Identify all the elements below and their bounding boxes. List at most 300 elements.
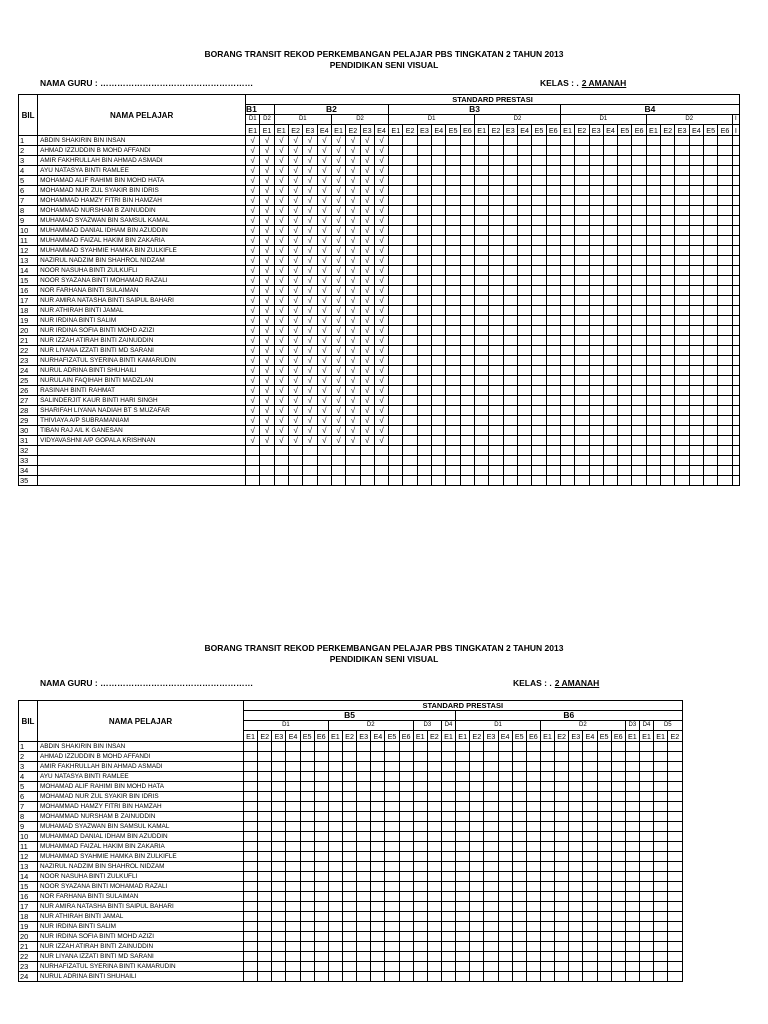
score-cell[interactable] — [399, 812, 413, 822]
score-cell[interactable] — [532, 456, 546, 466]
score-cell[interactable] — [446, 396, 460, 406]
score-cell[interactable] — [704, 336, 718, 346]
score-cell[interactable] — [314, 822, 328, 832]
score-cell[interactable] — [618, 216, 632, 226]
score-cell[interactable] — [589, 206, 603, 216]
score-cell[interactable] — [646, 416, 660, 426]
score-cell[interactable] — [597, 752, 611, 762]
score-cell[interactable] — [517, 416, 531, 426]
score-cell[interactable] — [244, 822, 258, 832]
score-cell[interactable] — [603, 406, 617, 416]
score-cell[interactable] — [625, 842, 639, 852]
score-cell[interactable] — [532, 286, 546, 296]
score-cell[interactable] — [385, 972, 399, 982]
score-cell[interactable] — [569, 912, 583, 922]
tick-mark[interactable]: √ — [246, 226, 260, 236]
score-cell[interactable] — [441, 952, 455, 962]
score-cell[interactable] — [512, 802, 526, 812]
score-cell[interactable] — [639, 782, 653, 792]
score-cell[interactable] — [417, 336, 431, 346]
score-cell[interactable] — [618, 446, 632, 456]
score-cell[interactable] — [517, 186, 531, 196]
score-cell[interactable] — [675, 156, 689, 166]
score-cell[interactable] — [371, 772, 385, 782]
score-cell[interactable] — [546, 456, 560, 466]
tick-mark[interactable]: √ — [288, 276, 302, 286]
score-cell[interactable] — [300, 882, 314, 892]
score-cell[interactable] — [357, 892, 371, 902]
score-cell[interactable] — [389, 146, 403, 156]
score-cell[interactable] — [704, 446, 718, 456]
score-cell[interactable] — [575, 196, 589, 206]
score-cell[interactable] — [399, 852, 413, 862]
score-cell[interactable] — [517, 156, 531, 166]
tick-mark[interactable]: √ — [260, 366, 274, 376]
score-cell[interactable] — [654, 792, 668, 802]
tick-mark[interactable]: √ — [246, 256, 260, 266]
score-cell[interactable] — [639, 742, 653, 752]
tick-mark[interactable]: √ — [317, 236, 331, 246]
tick-mark[interactable]: √ — [346, 286, 360, 296]
score-cell[interactable] — [328, 892, 342, 902]
score-cell[interactable] — [732, 236, 739, 246]
score-cell[interactable] — [314, 782, 328, 792]
score-cell[interactable] — [625, 932, 639, 942]
score-cell[interactable] — [526, 952, 540, 962]
score-cell[interactable] — [286, 812, 300, 822]
score-cell[interactable] — [661, 156, 675, 166]
tick-mark[interactable]: √ — [346, 416, 360, 426]
score-cell[interactable] — [546, 296, 560, 306]
score-cell[interactable] — [503, 246, 517, 256]
score-cell[interactable] — [654, 902, 668, 912]
score-cell[interactable] — [272, 912, 286, 922]
score-cell[interactable] — [346, 456, 360, 466]
score-cell[interactable] — [597, 802, 611, 812]
score-cell[interactable] — [258, 782, 272, 792]
tick-mark[interactable]: √ — [246, 166, 260, 176]
tick-mark[interactable]: √ — [260, 226, 274, 236]
tick-mark[interactable]: √ — [331, 376, 345, 386]
tick-mark[interactable]: √ — [317, 426, 331, 436]
score-cell[interactable] — [540, 972, 554, 982]
score-cell[interactable] — [460, 236, 474, 246]
score-cell[interactable] — [583, 922, 597, 932]
score-cell[interactable] — [611, 852, 625, 862]
tick-mark[interactable]: √ — [360, 366, 374, 376]
score-cell[interactable] — [427, 832, 441, 842]
score-cell[interactable] — [417, 436, 431, 446]
score-cell[interactable] — [718, 386, 732, 396]
tick-mark[interactable]: √ — [374, 346, 388, 356]
score-cell[interactable] — [244, 742, 258, 752]
score-cell[interactable] — [668, 872, 682, 882]
score-cell[interactable] — [470, 862, 484, 872]
score-cell[interactable] — [371, 872, 385, 882]
score-cell[interactable] — [555, 782, 569, 792]
score-cell[interactable] — [675, 376, 689, 386]
tick-mark[interactable]: √ — [346, 196, 360, 206]
score-cell[interactable] — [668, 822, 682, 832]
score-cell[interactable] — [532, 246, 546, 256]
score-cell[interactable] — [532, 436, 546, 446]
score-cell[interactable] — [555, 822, 569, 832]
score-cell[interactable] — [371, 962, 385, 972]
score-cell[interactable] — [258, 932, 272, 942]
tick-mark[interactable]: √ — [374, 316, 388, 326]
score-cell[interactable] — [675, 316, 689, 326]
score-cell[interactable] — [611, 912, 625, 922]
tick-mark[interactable]: √ — [303, 436, 317, 446]
score-cell[interactable] — [732, 156, 739, 166]
tick-mark[interactable]: √ — [331, 156, 345, 166]
score-cell[interactable] — [503, 336, 517, 346]
score-cell[interactable] — [417, 306, 431, 316]
tick-mark[interactable]: √ — [331, 416, 345, 426]
tick-mark[interactable]: √ — [260, 156, 274, 166]
score-cell[interactable] — [489, 206, 503, 216]
score-cell[interactable] — [526, 772, 540, 782]
score-cell[interactable] — [417, 366, 431, 376]
score-cell[interactable] — [546, 276, 560, 286]
score-cell[interactable] — [618, 476, 632, 486]
score-cell[interactable] — [618, 436, 632, 446]
score-cell[interactable] — [328, 932, 342, 942]
tick-mark[interactable]: √ — [360, 316, 374, 326]
score-cell[interactable] — [489, 286, 503, 296]
score-cell[interactable] — [403, 226, 417, 236]
score-cell[interactable] — [399, 752, 413, 762]
score-cell[interactable] — [675, 146, 689, 156]
score-cell[interactable] — [371, 842, 385, 852]
score-cell[interactable] — [389, 246, 403, 256]
tick-mark[interactable]: √ — [360, 206, 374, 216]
tick-mark[interactable]: √ — [374, 226, 388, 236]
score-cell[interactable] — [560, 216, 574, 226]
score-cell[interactable] — [286, 952, 300, 962]
score-cell[interactable] — [532, 216, 546, 226]
tick-mark[interactable]: √ — [246, 396, 260, 406]
score-cell[interactable] — [675, 196, 689, 206]
tick-mark[interactable]: √ — [303, 246, 317, 256]
score-cell[interactable] — [432, 356, 446, 366]
score-cell[interactable] — [517, 386, 531, 396]
tick-mark[interactable]: √ — [274, 326, 288, 336]
score-cell[interactable] — [718, 226, 732, 236]
score-cell[interactable] — [286, 972, 300, 982]
score-cell[interactable] — [575, 366, 589, 376]
score-cell[interactable] — [403, 336, 417, 346]
tick-mark[interactable]: √ — [274, 236, 288, 246]
score-cell[interactable] — [646, 286, 660, 296]
score-cell[interactable] — [417, 216, 431, 226]
score-cell[interactable] — [389, 166, 403, 176]
score-cell[interactable] — [603, 216, 617, 226]
score-cell[interactable] — [512, 942, 526, 952]
score-cell[interactable] — [646, 316, 660, 326]
score-cell[interactable] — [526, 942, 540, 952]
score-cell[interactable] — [258, 802, 272, 812]
score-cell[interactable] — [689, 436, 703, 446]
score-cell[interactable] — [597, 972, 611, 982]
score-cell[interactable] — [668, 772, 682, 782]
score-cell[interactable] — [314, 852, 328, 862]
score-cell[interactable] — [385, 942, 399, 952]
score-cell[interactable] — [532, 296, 546, 306]
score-cell[interactable] — [569, 972, 583, 982]
score-cell[interactable] — [646, 436, 660, 446]
score-cell[interactable] — [371, 942, 385, 952]
tick-mark[interactable]: √ — [288, 246, 302, 256]
score-cell[interactable] — [328, 962, 342, 972]
score-cell[interactable] — [489, 186, 503, 196]
score-cell[interactable] — [618, 286, 632, 296]
score-cell[interactable] — [654, 932, 668, 942]
score-cell[interactable] — [675, 326, 689, 336]
score-cell[interactable] — [475, 446, 489, 456]
score-cell[interactable] — [689, 206, 703, 216]
score-cell[interactable] — [399, 802, 413, 812]
score-cell[interactable] — [475, 176, 489, 186]
score-cell[interactable] — [668, 892, 682, 902]
score-cell[interactable] — [611, 772, 625, 782]
score-cell[interactable] — [632, 156, 646, 166]
score-cell[interactable] — [611, 892, 625, 902]
score-cell[interactable] — [441, 752, 455, 762]
score-cell[interactable] — [639, 852, 653, 862]
score-cell[interactable] — [427, 842, 441, 852]
score-cell[interactable] — [489, 436, 503, 446]
score-cell[interactable] — [357, 832, 371, 842]
score-cell[interactable] — [675, 276, 689, 286]
score-cell[interactable] — [646, 476, 660, 486]
score-cell[interactable] — [498, 912, 512, 922]
score-cell[interactable] — [456, 892, 470, 902]
score-cell[interactable] — [526, 862, 540, 872]
score-cell[interactable] — [258, 892, 272, 902]
score-cell[interactable] — [732, 436, 739, 446]
score-cell[interactable] — [417, 346, 431, 356]
score-cell[interactable] — [389, 256, 403, 266]
score-cell[interactable] — [517, 226, 531, 236]
score-cell[interactable] — [389, 436, 403, 446]
score-cell[interactable] — [632, 176, 646, 186]
score-cell[interactable] — [675, 436, 689, 446]
score-cell[interactable] — [357, 882, 371, 892]
tick-mark[interactable]: √ — [346, 316, 360, 326]
tick-mark[interactable]: √ — [274, 426, 288, 436]
score-cell[interactable] — [489, 466, 503, 476]
score-cell[interactable] — [540, 952, 554, 962]
score-cell[interactable] — [654, 942, 668, 952]
tick-mark[interactable]: √ — [346, 396, 360, 406]
score-cell[interactable] — [446, 146, 460, 156]
score-cell[interactable] — [517, 236, 531, 246]
score-cell[interactable] — [432, 256, 446, 266]
score-cell[interactable] — [618, 316, 632, 326]
score-cell[interactable] — [575, 476, 589, 486]
score-cell[interactable] — [389, 466, 403, 476]
score-cell[interactable] — [704, 146, 718, 156]
score-cell[interactable] — [639, 862, 653, 872]
score-cell[interactable] — [357, 752, 371, 762]
score-cell[interactable] — [661, 416, 675, 426]
score-cell[interactable] — [603, 196, 617, 206]
score-cell[interactable] — [446, 356, 460, 366]
score-cell[interactable] — [489, 156, 503, 166]
score-cell[interactable] — [526, 752, 540, 762]
score-cell[interactable] — [532, 466, 546, 476]
score-cell[interactable] — [704, 466, 718, 476]
score-cell[interactable] — [244, 892, 258, 902]
score-cell[interactable] — [456, 852, 470, 862]
tick-mark[interactable]: √ — [346, 346, 360, 356]
score-cell[interactable] — [555, 922, 569, 932]
score-cell[interactable] — [704, 386, 718, 396]
score-cell[interactable] — [484, 802, 498, 812]
score-cell[interactable] — [668, 812, 682, 822]
score-cell[interactable] — [432, 326, 446, 336]
score-cell[interactable] — [540, 882, 554, 892]
score-cell[interactable] — [668, 782, 682, 792]
score-cell[interactable] — [603, 246, 617, 256]
score-cell[interactable] — [244, 782, 258, 792]
score-cell[interactable] — [417, 356, 431, 366]
score-cell[interactable] — [460, 346, 474, 356]
tick-mark[interactable]: √ — [317, 396, 331, 406]
score-cell[interactable] — [489, 306, 503, 316]
score-cell[interactable] — [704, 306, 718, 316]
tick-mark[interactable]: √ — [260, 246, 274, 256]
score-cell[interactable] — [417, 286, 431, 296]
score-cell[interactable] — [503, 346, 517, 356]
score-cell[interactable] — [668, 882, 682, 892]
score-cell[interactable] — [385, 742, 399, 752]
score-cell[interactable] — [603, 156, 617, 166]
score-cell[interactable] — [575, 216, 589, 226]
score-cell[interactable] — [555, 942, 569, 952]
score-cell[interactable] — [718, 146, 732, 156]
score-cell[interactable] — [632, 236, 646, 246]
score-cell[interactable] — [385, 892, 399, 902]
score-cell[interactable] — [403, 386, 417, 396]
tick-mark[interactable]: √ — [288, 226, 302, 236]
score-cell[interactable] — [575, 376, 589, 386]
score-cell[interactable] — [675, 406, 689, 416]
score-cell[interactable] — [389, 276, 403, 286]
score-cell[interactable] — [484, 892, 498, 902]
score-cell[interactable] — [314, 842, 328, 852]
score-cell[interactable] — [597, 742, 611, 752]
score-cell[interactable] — [517, 146, 531, 156]
score-cell[interactable] — [540, 942, 554, 952]
score-cell[interactable] — [597, 882, 611, 892]
score-cell[interactable] — [555, 902, 569, 912]
score-cell[interactable] — [718, 306, 732, 316]
score-cell[interactable] — [300, 852, 314, 862]
score-cell[interactable] — [517, 356, 531, 366]
score-cell[interactable] — [646, 326, 660, 336]
score-cell[interactable] — [575, 286, 589, 296]
score-cell[interactable] — [546, 346, 560, 356]
score-cell[interactable] — [625, 752, 639, 762]
score-cell[interactable] — [272, 802, 286, 812]
score-cell[interactable] — [512, 962, 526, 972]
tick-mark[interactable]: √ — [288, 136, 302, 146]
score-cell[interactable] — [569, 932, 583, 942]
score-cell[interactable] — [286, 822, 300, 832]
score-cell[interactable] — [611, 942, 625, 952]
score-cell[interactable] — [484, 882, 498, 892]
score-cell[interactable] — [314, 742, 328, 752]
score-cell[interactable] — [460, 276, 474, 286]
score-cell[interactable] — [403, 326, 417, 336]
score-cell[interactable] — [546, 266, 560, 276]
score-cell[interactable] — [575, 166, 589, 176]
score-cell[interactable] — [331, 466, 345, 476]
score-cell[interactable] — [718, 206, 732, 216]
score-cell[interactable] — [675, 186, 689, 196]
score-cell[interactable] — [427, 922, 441, 932]
score-cell[interactable] — [244, 802, 258, 812]
score-cell[interactable] — [597, 832, 611, 842]
score-cell[interactable] — [540, 912, 554, 922]
score-cell[interactable] — [498, 832, 512, 842]
score-cell[interactable] — [589, 266, 603, 276]
score-cell[interactable] — [589, 456, 603, 466]
score-cell[interactable] — [589, 216, 603, 226]
tick-mark[interactable]: √ — [317, 356, 331, 366]
score-cell[interactable] — [399, 962, 413, 972]
tick-mark[interactable]: √ — [274, 136, 288, 146]
score-cell[interactable] — [704, 476, 718, 486]
score-cell[interactable] — [512, 762, 526, 772]
score-cell[interactable] — [300, 762, 314, 772]
score-cell[interactable] — [357, 902, 371, 912]
score-cell[interactable] — [417, 266, 431, 276]
score-cell[interactable] — [300, 892, 314, 902]
tick-mark[interactable]: √ — [331, 316, 345, 326]
score-cell[interactable] — [603, 416, 617, 426]
tick-mark[interactable]: √ — [346, 176, 360, 186]
score-cell[interactable] — [446, 256, 460, 266]
score-cell[interactable] — [668, 792, 682, 802]
score-cell[interactable] — [475, 236, 489, 246]
score-cell[interactable] — [589, 146, 603, 156]
tick-mark[interactable]: √ — [317, 366, 331, 376]
score-cell[interactable] — [258, 872, 272, 882]
score-cell[interactable] — [417, 446, 431, 456]
tick-mark[interactable]: √ — [260, 136, 274, 146]
tick-mark[interactable]: √ — [288, 306, 302, 316]
score-cell[interactable] — [427, 852, 441, 862]
tick-mark[interactable]: √ — [331, 276, 345, 286]
score-cell[interactable] — [646, 196, 660, 206]
score-cell[interactable] — [484, 862, 498, 872]
score-cell[interactable] — [286, 862, 300, 872]
score-cell[interactable] — [589, 356, 603, 366]
score-cell[interactable] — [732, 256, 739, 266]
score-cell[interactable] — [475, 356, 489, 366]
score-cell[interactable] — [300, 862, 314, 872]
score-cell[interactable] — [589, 466, 603, 476]
score-cell[interactable] — [357, 972, 371, 982]
score-cell[interactable] — [555, 892, 569, 902]
score-cell[interactable] — [611, 832, 625, 842]
score-cell[interactable] — [417, 196, 431, 206]
score-cell[interactable] — [517, 166, 531, 176]
score-cell[interactable] — [389, 376, 403, 386]
